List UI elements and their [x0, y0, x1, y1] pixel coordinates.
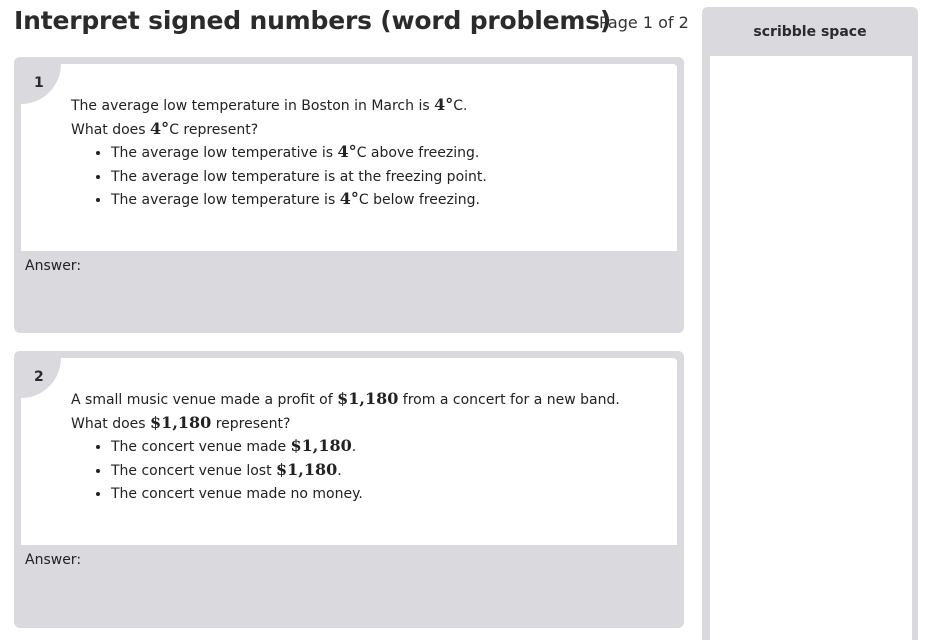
math-value: $1,180	[276, 459, 338, 479]
prompt-text: C represent?	[169, 121, 259, 138]
option-text: The average low temperature is at the freezing point.	[111, 168, 487, 185]
math-value: $1,180	[290, 436, 352, 455]
option-text: The average low temperature is	[111, 192, 340, 208]
question-statement	[71, 94, 671, 118]
question-number: 1	[34, 75, 44, 91]
option-item	[111, 459, 671, 483]
option-text: C below freezing.	[358, 192, 480, 208]
option-text: .	[351, 439, 357, 455]
option-text: .	[337, 462, 342, 479]
math-value: $1,180	[150, 412, 212, 432]
question-number: 2	[34, 369, 44, 385]
option-item	[111, 482, 671, 506]
math-value: 4°	[339, 189, 359, 208]
statement-text: The average low temperature in Boston in March is	[71, 98, 435, 114]
option-text: C above freezing.	[356, 145, 480, 161]
option-list	[71, 435, 671, 506]
scribble-panel	[702, 7, 918, 640]
question-prompt	[71, 118, 671, 142]
answer-label: Answer:	[25, 552, 82, 568]
option-text: The concert venue made no money.	[111, 486, 363, 502]
math-value: 4°	[337, 142, 357, 161]
answer-label: Answer:	[25, 258, 82, 274]
option-text: The concert venue lost	[111, 462, 277, 479]
statement-text: from a concert for a new band.	[398, 392, 620, 408]
prompt-text: What does	[71, 121, 151, 138]
math-value: 4°	[150, 118, 170, 138]
math-value: $1,180	[337, 389, 399, 408]
statement-text: C.	[453, 98, 468, 114]
option-list	[71, 141, 671, 212]
question-card-1	[14, 57, 684, 333]
option-item	[111, 141, 671, 165]
question-prompt	[71, 412, 671, 436]
scribble-label: scribble space	[753, 24, 867, 40]
option-item	[111, 188, 671, 212]
question-card-2	[14, 351, 684, 628]
question-body-2	[21, 358, 677, 545]
scribble-area[interactable]	[710, 56, 912, 640]
option-text: The average low temperative is	[111, 145, 338, 161]
option-item	[111, 435, 671, 459]
question-text-1	[71, 94, 671, 212]
math-value: 4°	[434, 95, 454, 114]
page-number: Page 1 of 2	[599, 13, 689, 32]
question-text-2	[71, 388, 671, 506]
page-title: Interpret signed numbers (word problems)	[14, 6, 612, 35]
statement-text: A small music venue made a profit of	[71, 392, 338, 408]
option-text: The concert venue made	[111, 439, 291, 455]
option-item	[111, 165, 671, 189]
question-statement	[71, 388, 671, 412]
prompt-text: What does	[71, 415, 151, 432]
prompt-text: represent?	[211, 415, 291, 432]
question-body-1	[21, 64, 677, 251]
